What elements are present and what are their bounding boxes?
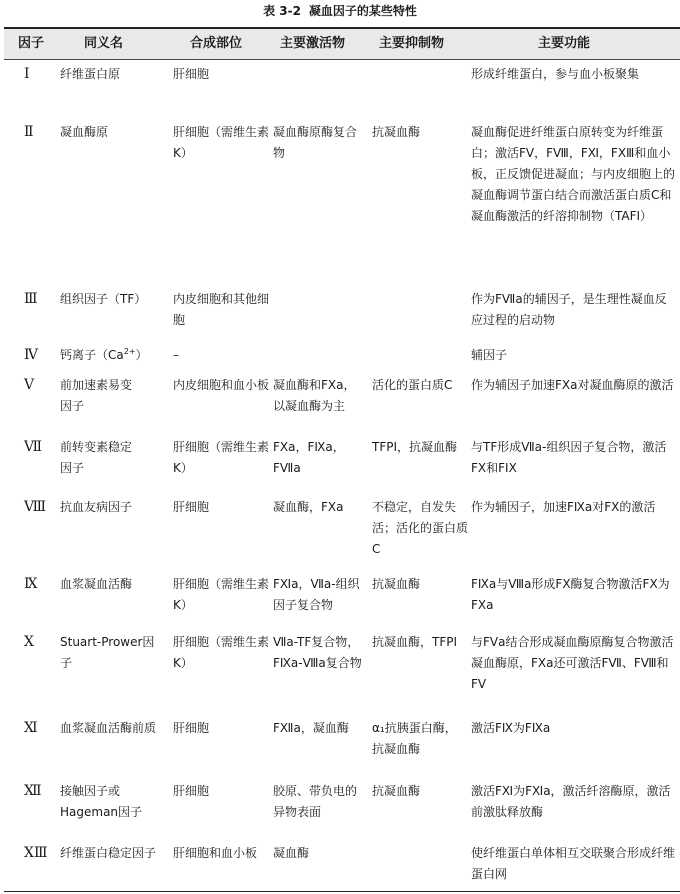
function-cell: 作为辅因子加速FⅩa对凝血酶原的激活 [471,378,674,392]
synonym-cell: 抗血友病因子 [60,500,133,514]
function-cell: 作为辅因子，加速FⅨa对FX的激活 [471,500,656,514]
site-cell: 肝细胞（需维生素 K） [173,635,270,670]
synonym-superscript: 2+ [123,347,136,356]
activator-cell: 凝血酶和FXa，以凝血酶为主 [273,378,356,413]
synonym-text-end: ） [135,348,148,362]
function-cell: 与FⅤa结合形成凝血酶原酶复合物激活凝血酶原，FⅩa还可激活FⅦ、FⅧ和FⅤ [471,635,674,691]
function-cell: 使纤维蛋白单体相互交联聚合形成纤维蛋白网 [471,846,676,881]
function-cell: 与TF形成Ⅶa-组织因子复合物，激活FX和FIX [471,440,667,475]
site-cell: – [173,348,179,362]
inhibitor-cell: 抗凝血酶 [372,125,421,139]
factor-cell: Ⅳ [24,347,38,363]
activator-cell: FⅪa，Ⅶa-组织因子复合物 [273,577,360,612]
inhibitor-cell: 活化的蛋白质C [372,378,453,392]
factor-cell: Ⅲ [24,291,38,307]
function-cell: 形成纤维蛋白，参与血小板聚集 [471,67,640,81]
factor-cell: ⅩⅢ [24,845,48,861]
header-synonym: 同义名 [84,36,124,51]
inhibitor-cell: TFPI，抗凝血酶 [372,440,458,454]
site-cell: 内皮细胞和血小板 [173,378,270,392]
inhibitor-cell: 抗凝血酶 [372,784,421,798]
factor-cell: Ⅺ [24,720,38,736]
activator-cell: FⅫa，凝血酶 [273,721,349,735]
activator-cell: 凝血酶原酶复合物 [273,125,358,160]
site-cell: 肝细胞 [173,721,210,735]
site-cell: 肝细胞（需维生素 K） [173,440,270,475]
synonym-cell: 接触因子或Hageman因子 [60,784,143,819]
synonym-cell [60,345,168,366]
factor-cell: Ⅱ [24,124,34,140]
factor-cell: Ⅴ [24,377,35,393]
factor-cell: Ⅻ [24,783,42,799]
inhibitor-cell: α₁抗胰蛋白酶，抗凝血酶 [372,721,457,756]
inhibitor-cell: 抗凝血酶 [372,577,421,591]
activator-cell: 凝血酶 [273,846,310,860]
activator-cell: FⅩa，FⅨa，FⅦa [273,440,345,475]
synonym-cell: 前加速素易变因子 [60,378,133,413]
inhibitor-cell: 不稳定，自发失活；活化的蛋白质C [372,500,469,556]
factor-cell: Ⅹ [24,634,34,650]
site-cell: 肝细胞和血小板 [173,846,258,860]
site-cell: 内皮细胞和其他细胞 [173,292,270,327]
synonym-cell: 组织因子（TF） [60,292,147,306]
header-inhibitor: 主要抑制物 [379,36,445,51]
function-cell: 辅因子 [471,348,508,362]
synonym-cell: 前转变素稳定因子 [60,440,133,475]
header-activator: 主要激活物 [280,36,346,51]
inhibitor-cell: 抗凝血酶，TFPI [372,635,458,649]
synonym-cell: Stuart-Prower因子 [60,635,155,670]
synonym-cell: 纤维蛋白稳定因子 [60,846,157,860]
site-cell: 肝细胞（需维生素 K） [173,577,270,612]
function-cell: FⅨa与Ⅷa形成FX酶复合物激活FX为FⅩa [471,577,670,612]
function-cell: 凝血酶促进纤维蛋白原转变为纤维蛋白；激活FⅤ，FⅧ，FⅪ，FⅩⅢ和血小板，正反馈促进凝血；与内皮细胞上的凝血酶调节蛋白结合而激活蛋白质C和凝血酶激活的纤溶抑制物（TAFI） [471,125,676,223]
synonym-cell: 血浆凝血活酶前质 [60,721,157,735]
site-cell: 肝细胞 [173,67,210,81]
synonym-cell: 凝血酶原 [60,125,109,139]
synonym-cell: 纤维蛋白原 [60,67,121,81]
site-cell: 肝细胞 [173,784,210,798]
site-cell: 肝细胞 [173,500,210,514]
function-cell: 激活FⅪ为FⅪa，激活纤溶酶原，激活前激肽释放酶 [471,784,671,819]
header-site: 合成部位 [190,36,243,51]
factor-cell: Ⅸ [24,576,38,592]
activator-cell: 胶原、带负电的异物表面 [273,784,358,819]
site-cell: 肝细胞（需维生素 K） [173,125,270,160]
factor-cell: Ⅶ [24,439,43,455]
table-header [4,27,680,60]
table-bottom-rule [4,891,680,892]
function-cell: 作为FⅦa的辅因子，是生理性凝血反应过程的启动物 [471,292,667,327]
function-cell: 激活FⅨ为FⅨa [471,721,551,735]
factor-cell: Ⅷ [24,499,47,515]
table-title: 凝血因子的某些特性 [308,4,417,18]
activator-cell: 凝血酶，FⅩa [273,500,344,514]
table-number: 表 3-2 [263,4,301,18]
table-caption [0,3,680,19]
synonym-text: 钙离子（Ca [60,348,124,362]
header-factor: 因子 [18,36,45,51]
activator-cell: Ⅶa-TF复合物，FⅨa-Ⅷa复合物 [273,635,362,670]
synonym-cell: 血浆凝血活酶 [60,577,133,591]
header-function: 主要功能 [538,36,591,51]
factor-cell: Ⅰ [24,66,30,82]
